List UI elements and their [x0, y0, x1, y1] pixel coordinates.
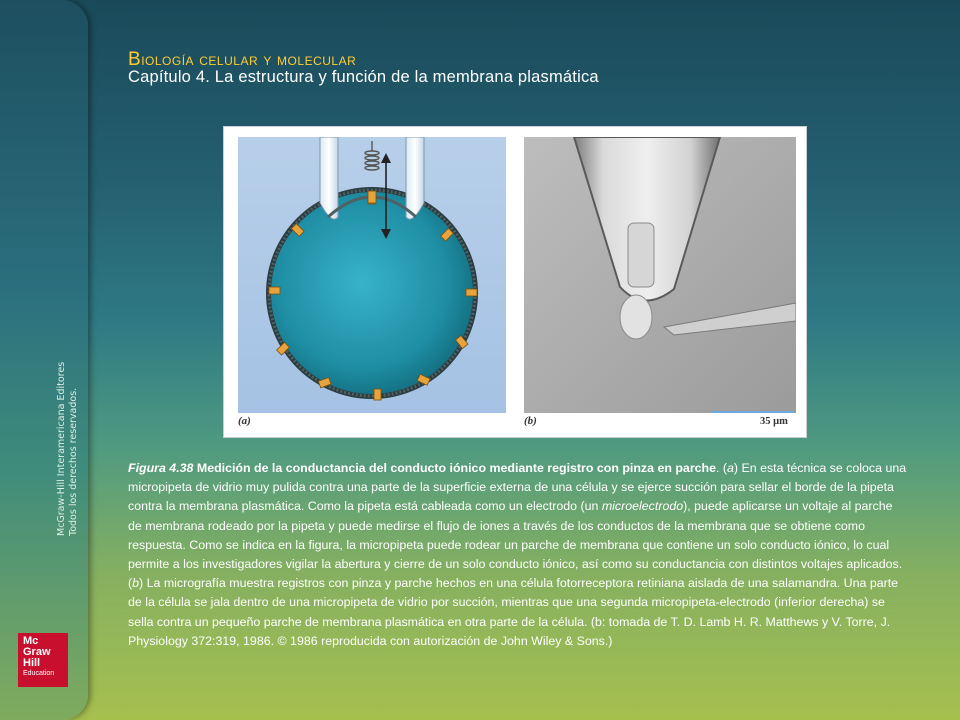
book-title: Biología celular y molecular [128, 49, 357, 70]
patch-clamp-diagram [238, 137, 506, 413]
sidebar [0, 0, 88, 720]
publisher-line-2: Todos los derechos reservados. [68, 387, 79, 536]
scale-label: 35 μm [760, 416, 788, 427]
publisher-line-1: McGraw-Hill Interamericana Editores [56, 361, 67, 536]
chapter-title: Capítulo 4. La estructura y función de la membrana plasmática [128, 68, 599, 86]
publisher-notice [56, 362, 80, 536]
figure-caption: Figura 4.38 Medición de la conductancia del conducto iónico mediante registro con pinza en parche. (a) En esta técnica se coloca una micropipeta de vidrio muy pulida contra una parte de la superficie externa de una célula y se ejerce succión para sellar el borde de la pipeta contra la membrana plasmática. Como la pipeta está cableada como un electrodo (un microelectrodo), puede aplicarse un voltaje al parche de membrana rodeado por la pipeta y puede medirse el flujo de iones a través de los conductos de la membrana que se obtiene como respuesta. Como se indica en la figura, la micropipeta puede rodear un parche de membrana que contiene un solo conducto iónico, lo cual permite a los investigadores vigilar la abertura y cierre de un solo conducto iónico, así como su conductancia con distintos voltajes aplicados. (b) La micrografía muestra registros con pinza y parche hechos en una célula fotorreceptora retiniana aislada de una salamandra. Una parte de la célula se jala dentro de una micropipeta de vidrio por succión, mientras que una segunda micropipeta-electrodo (inferior derecha) se sella contra un pequeño parche de membrana plasmática en otra parte de la célula. (b: tomada de T. D. Lamb H. R. Matthews y V. Torre, J. Physiology 372:319, 1986. © 1986 reproducida con autorización de John Wiley & Sons.) [128, 461, 907, 648]
panel-b-label: (b) [524, 415, 537, 427]
micrograph [524, 137, 796, 413]
mcgraw-hill-logo: Mc Graw Hill Education [18, 633, 68, 687]
scale-bar [712, 411, 794, 413]
panel-a-label: (a) [238, 415, 251, 427]
figure-label: Figura 4.38 [128, 461, 194, 475]
figure-title: Medición de la conductancia del conducto iónico mediante registro con pinza en parche [196, 461, 716, 475]
figure [223, 126, 807, 438]
